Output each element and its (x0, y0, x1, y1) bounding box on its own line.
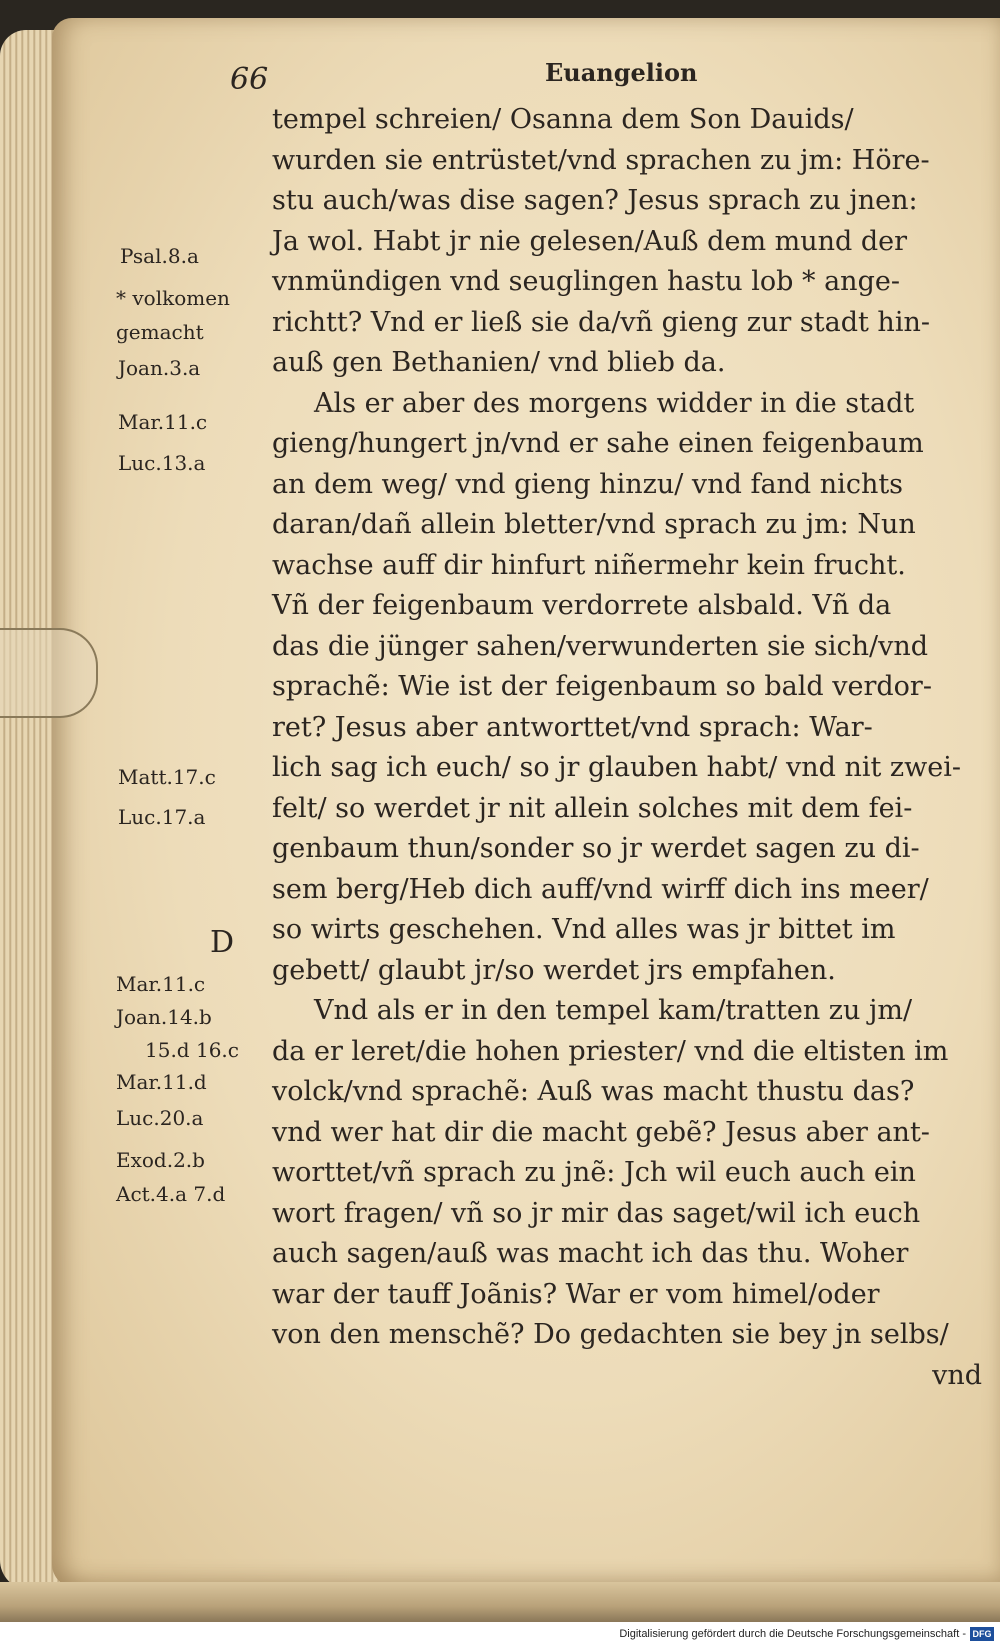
margin-note: Luc.20.a (116, 1106, 204, 1130)
text-line: von den menschẽ? Do gedachten sie bey jn selbs/ (272, 1319, 949, 1350)
margin-note: Joan.3.a (118, 356, 201, 380)
text-line: tempel schreien/ Osanna dem Son Dauids/ (272, 104, 854, 135)
text-line: ret? Jesus aber antworttet/vnd sprach: War- (272, 711, 873, 743)
text-line: stu auch/was dise sagen? Jesus sprach zu jnen: (272, 185, 918, 216)
text-line: genbaum thun/sonder so jr werdet sagen zu di- (272, 833, 920, 864)
margin-note: Act.4.a 7.d (116, 1182, 226, 1206)
text-line: wurden sie entrüstet/vnd sprachen zu jm: Höre- (272, 144, 930, 176)
text-line: Vñ der feigenbaum verdorrete alsbald. Vñ da (272, 590, 892, 621)
running-head: Euangelion (545, 58, 698, 87)
text-line: wachse auff dir hinfurt niñermehr kein frucht. (272, 549, 906, 581)
text-line: da er leret/die hohen priester/ vnd die eltisten im (272, 1035, 949, 1067)
text-line: Als er aber des morgens widder in die stadt (314, 387, 915, 419)
text-line: sem berg/Heb dich auff/vnd wirff dich ins meer/ (272, 873, 929, 905)
text-line: Vnd als er in den tempel kam/tratten zu jm/ (314, 995, 913, 1026)
text-line: vnmündigen vnd seuglingen hastu lob * ange- (272, 266, 900, 297)
dfg-logo-icon: DFG (970, 1627, 994, 1641)
text-line: gebett/ glaubt jr/so werdet jrs empfahen. (272, 954, 836, 986)
margin-note: Luc.13.a (118, 451, 206, 475)
margin-note: 15.d 16.c (145, 1038, 239, 1062)
text-line: an dem weg/ vnd gieng hinzu/ vnd fand nichts (272, 468, 904, 500)
margin-note: * volkomen (116, 286, 230, 310)
text-line: war der tauff Joãnis? War er vom himel/oder (272, 1278, 880, 1310)
text-line: Ja wol. Habt jr nie gelesen/Auß dem mund der (272, 225, 908, 257)
text-line: lich sag ich euch/ so jr glauben habt/ vnd nit zwei- (272, 752, 962, 783)
text-line: daran/dañ allein bletter/vnd sprach zu jm: Nun (272, 509, 916, 540)
margin-note: gemacht (116, 320, 204, 344)
footer-credit: Digitalisierung gefördert durch die Deutsche Forschungsgemeinschaft - (619, 1628, 966, 1640)
text-line: auch sagen/auß was macht ich das thu. Woher (272, 1238, 909, 1269)
text-line: gieng/hungert jn/vnd er sahe einen feigenbaum (272, 428, 924, 459)
text-line: worttet/vñ sprach zu jnẽ: Jch wil euch auch ein (272, 1157, 916, 1188)
text-line: richtt? Vnd er ließ sie da/vñ gieng zur stadt hin- (272, 306, 930, 338)
margin-note: Mar.11.c (118, 410, 208, 434)
margin-note: Matt.17.c (118, 765, 216, 789)
text-line: wort fragen/ vñ so jr mir das saget/wil ich euch (272, 1197, 921, 1229)
text-line: felt/ so werdet jr nit allein solches mit dem fei- (272, 792, 913, 824)
text-line: auß gen Bethanien/ vnd blieb da. (272, 347, 726, 378)
text-line: so wirts geschehen. Vnd alles was jr bittet im (272, 914, 896, 945)
margin-note: Joan.14.b (116, 1005, 212, 1029)
text-line: volck/vnd sprachẽ: Auß was macht thustu das? (272, 1076, 915, 1107)
book-bottom-edge (0, 1582, 1000, 1622)
text-line: vnd wer hat dir die macht gebẽ? Jesus aber ant- (272, 1116, 930, 1148)
margin-note: D (210, 925, 235, 960)
text-line: das die jünger sahen/verwunderten sie sich/vnd (272, 630, 929, 662)
margin-note: Exod.2.b (116, 1148, 205, 1172)
margin-note: Mar.11.d (116, 1070, 207, 1094)
margin-note: Psal.8.a (120, 244, 199, 268)
page-number: 66 (230, 62, 269, 97)
catchword: vnd (932, 1359, 982, 1391)
text-line: sprachẽ: Wie ist der feigenbaum so bald verdor- (272, 671, 932, 702)
body-text (272, 100, 992, 1396)
page-tab-marker (0, 628, 98, 718)
margin-note: Mar.11.c (116, 972, 206, 996)
margin-note: Luc.17.a (118, 805, 206, 829)
